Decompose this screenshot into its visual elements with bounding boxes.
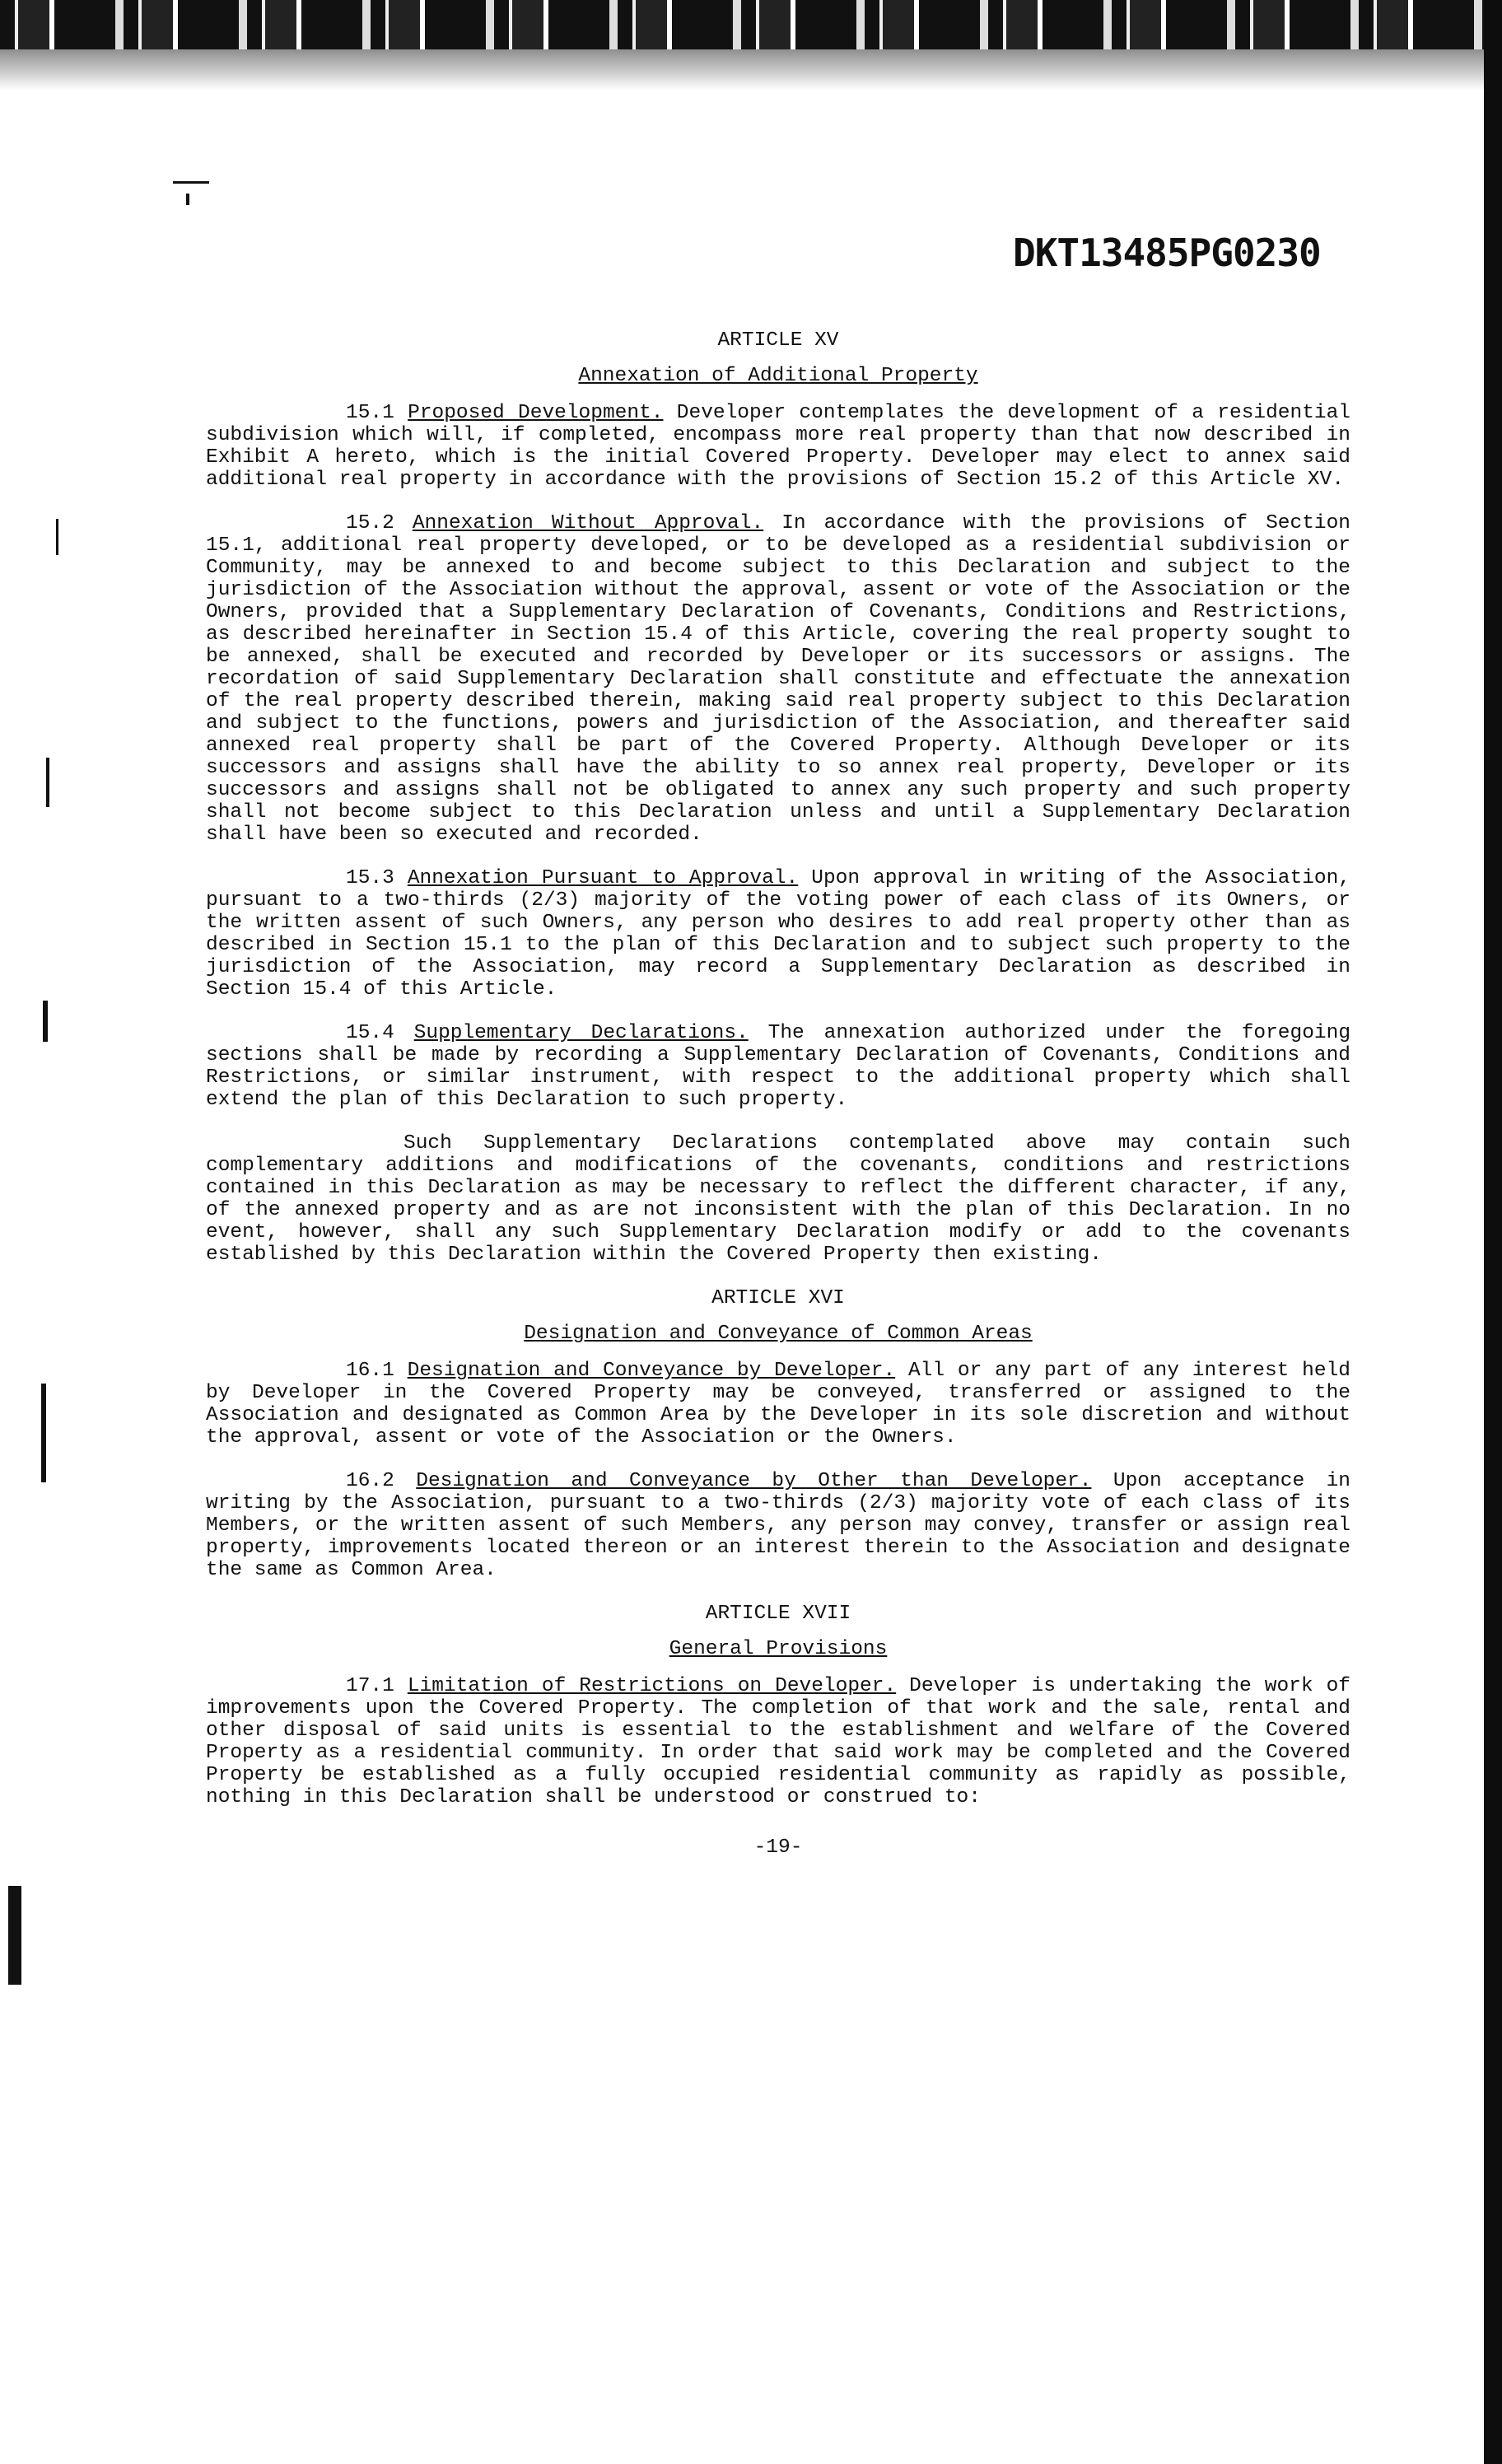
article-17-subtitle: General Provisions [669, 1638, 888, 1660]
margin-mark [43, 1001, 48, 1042]
section-heading: Annexation Pursuant to Approval. [407, 867, 799, 889]
section-15-2 [206, 512, 1350, 846]
document-body [206, 329, 1350, 1859]
section-number: 15.4 [346, 1022, 394, 1044]
section-17-1 [206, 1675, 1350, 1808]
section-15-3 [206, 867, 1350, 1001]
section-number: 15.2 [346, 512, 394, 534]
article-15-subtitle: Annexation of Additional Property [578, 365, 978, 387]
paragraph-text: Such Supplementary Declarations contemplated above may contain such complementary additions and modifications of the covenants, conditions and restrictions contained in this Declaration as may be necessary to reflect the different character, if any, of the annexed property and as are not inconsistent with the plan of this Declaration. In no event, however, shall any such Supplementary Declaration modify or add to the covenants established by this Declaration within the Covered Property then existing. [206, 1132, 1350, 1266]
page-number: -19- [753, 1836, 803, 1859]
section-text: All or any part of any interest held by Developer in the Covered Property may be conveyed, transferred or assigned to the Association and designated as Common Area by the Developer in its sole discretion and without the approval, assent or vote of the Association or the Owners. [206, 1360, 1350, 1449]
section-heading: Designation and Conveyance by Developer. [407, 1360, 896, 1382]
section-text: In accordance with the provisions of Section 15.1, additional real property developed, or to be developed as a residential subdivision or Community, may be annexed to and become subject to this Declaration and subject to the jurisdiction of the Association without the approval, assent or vote of the Association or the Owners, provided that a Supplementary Declaration of Covenants, Conditions and Restrictions, as described hereinafter in Section 15.4 of this Article, covering the real property sought to be annexed, shall be executed and recorded by Developer or its successors or assigns. The recordation of said Supplementary Declaration shall constitute and effectuate the annexation of the real property described therein, making said real property subject to this Declaration and subject to the functions, powers and jurisdiction of the Association, and thereafter said annexed real property shall be part of the Covered Property. Although Developer or its successors and assigns shall have the ability to so annex real property, Developer or its successors and assigns shall not be obligated to annex any such property and such property shall not become subject to this Declaration unless and until a Supplementary Declaration shall have been so executed and recorded. [206, 512, 1351, 846]
section-number: 15.3 [346, 867, 394, 889]
scan-edge-top [0, 0, 1502, 49]
section-16-1 [206, 1360, 1350, 1449]
margin-mark [56, 519, 58, 555]
section-15-1 [206, 402, 1350, 491]
section-15-4-continued [206, 1132, 1350, 1266]
section-number: 17.1 [346, 1675, 394, 1697]
section-text: Developer is undertaking the work of improvements upon the Covered Property. The completion of that work and the sale, rental and other disposal of said units is essential to the establishment and welfare of the Covered Property as a residential community. In order that said work may be completed and the Covered Property be established as a fully occupied residential community as rapidly as possible, nothing in this Declaration shall be understood or construed to: [206, 1675, 1350, 1808]
section-number: 16.2 [346, 1470, 394, 1492]
section-text: Upon approval in writing of the Association, pursuant to a two-thirds (2/3) majority of the voting power of each class of its Owners, or the written assent of such Owners, any person who desires to add real property other than as described in Section 15.1 to the plan of this Declaration and to subject such property to the jurisdiction of the Association, may record a Supplementary Declaration as described in Section 15.4 of this Article. [206, 867, 1351, 1001]
docket-number: DKT13485PG0230 [1013, 231, 1321, 275]
margin-mark [173, 181, 209, 184]
article-17-title: ARTICLE XVII [705, 1603, 851, 1625]
article-16-subtitle: Designation and Conveyance of Common Areas [524, 1323, 1033, 1345]
margin-mark [41, 1384, 46, 1482]
section-text: The annexation authorized under the foregoing sections shall be made by recording a Supplementary Declaration of Covenants, Conditions and Restrictions, or similar instrument, with respect to the additional property which shall extend the plan of this Declaration to such property. [206, 1022, 1351, 1111]
article-16-title: ARTICLE XVI [711, 1287, 845, 1309]
section-heading: Proposed Development. [408, 402, 664, 424]
section-16-2 [206, 1470, 1350, 1581]
section-heading: Designation and Conveyance by Other than Developer. [416, 1470, 1092, 1492]
section-heading: Annexation Without Approval. [412, 512, 764, 534]
article-15-title: ARTICLE XV [717, 329, 839, 352]
section-text: Developer contemplates the development of a residential subdivision which will, if completed, encompass more real property than that now described in Exhibit A hereto, which is the initial Covered Property. Developer may elect to annex said additional real property in accordance with the provisions of Section 15.2 of this Article XV. [206, 402, 1351, 491]
margin-mark [186, 194, 189, 205]
margin-mark [8, 1886, 21, 1985]
section-15-4 [206, 1022, 1350, 1111]
scan-edge-right [1484, 0, 1502, 2464]
scan-shadow-top [0, 49, 1502, 91]
section-text: Upon acceptance in writing by the Association, pursuant to a two-thirds (2/3) majority vote of each class of its Members, or the written assent of such Members, any person may convey, transfer or assign real property, improvements located thereon or an interest therein to the Association and designate the same as Common Area. [206, 1470, 1350, 1581]
section-number: 16.1 [346, 1360, 394, 1382]
section-heading: Limitation of Restrictions on Developer. [407, 1675, 897, 1697]
section-number: 15.1 [346, 402, 394, 424]
margin-mark [46, 758, 49, 807]
section-heading: Supplementary Declarations. [413, 1022, 749, 1044]
